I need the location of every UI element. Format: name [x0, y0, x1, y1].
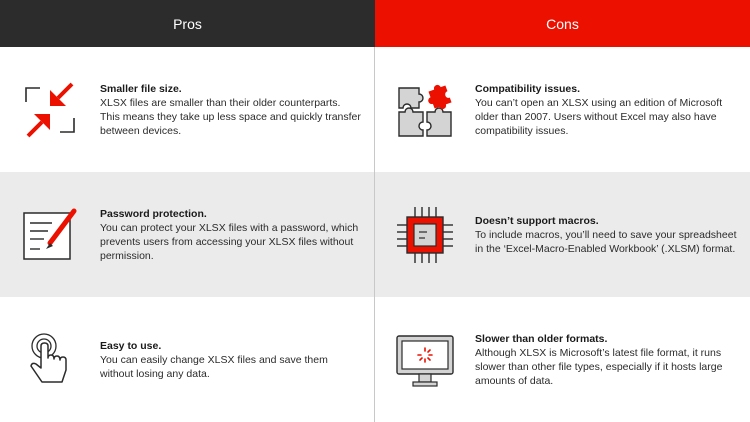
pro-body: You can protect your XLSX files with a password, which prevents users from accessing your XLSX files without permission.	[100, 221, 359, 262]
pro-body: You can easily change XLSX files and save them without losing any data.	[100, 353, 328, 380]
con-cell	[375, 47, 750, 172]
con-cell	[375, 172, 750, 297]
chip-icon	[395, 205, 455, 265]
pro-cell	[0, 297, 375, 422]
con-title: Compatibility issues.	[475, 82, 581, 95]
table-row	[0, 47, 750, 172]
document-pen-icon	[20, 205, 80, 265]
pros-header: Pros	[0, 0, 375, 47]
con-body: You can’t open an XLSX using an edition of Microsoft older than 2007. Users without Excel may also have compatibility issues.	[475, 96, 723, 137]
pro-text	[100, 339, 362, 381]
pro-title: Smaller file size.	[100, 82, 182, 95]
con-text	[475, 82, 737, 138]
table-row	[0, 172, 750, 297]
pro-text	[100, 82, 362, 138]
pro-text	[100, 207, 362, 263]
table-header	[0, 0, 750, 47]
puzzle-icon	[395, 80, 455, 140]
con-text	[475, 214, 737, 256]
pro-title: Easy to use.	[100, 339, 162, 352]
con-body: Although XLSX is Microsoft’s latest file format, it runs slower than other file types, especially if it hosts large amounts of data.	[475, 346, 723, 387]
touch-hand-icon	[20, 330, 80, 390]
table-row	[0, 297, 750, 422]
con-text	[475, 332, 737, 388]
con-title: Doesn’t support macros.	[475, 214, 599, 227]
pro-title: Password protection.	[100, 207, 207, 220]
pro-cell	[0, 47, 375, 172]
con-body: To include macros, you’ll need to save your spreadsheet in the ‘Excel-Macro-Enabled Workbook’ (.XLSM) format.	[475, 228, 737, 255]
compress-arrows-icon	[20, 80, 80, 140]
con-cell	[375, 297, 750, 422]
cons-header: Cons	[375, 0, 750, 47]
monitor-loading-icon	[395, 330, 455, 390]
con-title: Slower than older formats.	[475, 332, 608, 345]
pro-body: XLSX files are smaller than their older counterparts. This means they take up less space and quickly transfer between devices.	[100, 96, 361, 137]
pro-cell	[0, 172, 375, 297]
